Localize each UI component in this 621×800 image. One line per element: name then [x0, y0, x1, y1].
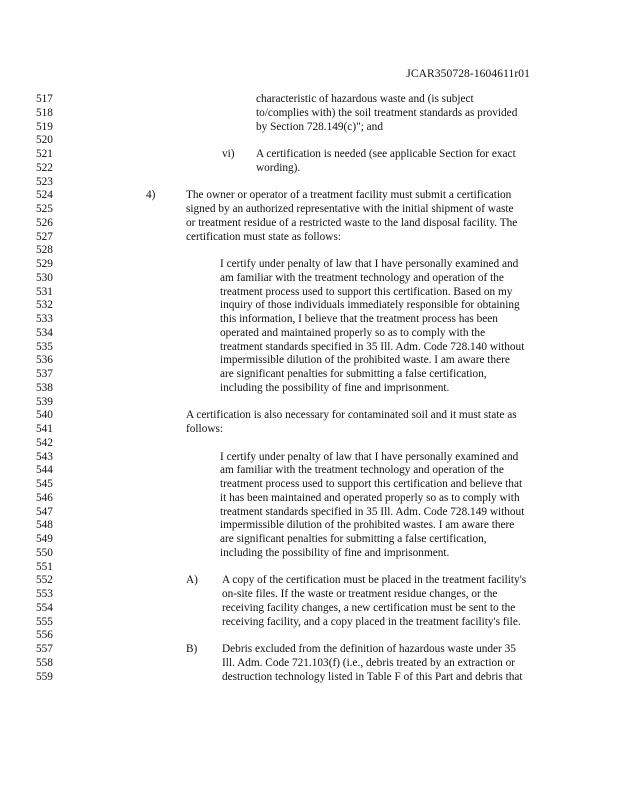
document-line [10, 285, 618, 299]
document-line [10, 477, 618, 491]
document-line [10, 381, 618, 395]
line-number: 557 [36, 643, 53, 655]
line-number: 550 [36, 546, 53, 559]
document-line [10, 450, 618, 464]
line-number: 528 [36, 244, 53, 257]
document-line [10, 395, 618, 409]
line-text: I certify under penalty of law that I have personally examined and [220, 258, 519, 270]
line-number: 521 [36, 148, 53, 160]
line-text: A copy of the certification must be placed in the treatment facility's [222, 574, 527, 587]
document-line [10, 518, 618, 532]
document-line [10, 298, 618, 312]
document-id-header: JCAR350728-1604611r01 [406, 68, 530, 80]
line-text: receiving facility, and a copy placed in the treatment facility's file. [222, 615, 521, 628]
line-text: certification must state as follows: [186, 230, 341, 243]
line-number: 554 [36, 601, 53, 614]
document-line [10, 92, 618, 106]
line-number: 543 [36, 450, 53, 463]
document-line [10, 106, 618, 120]
line-text: inquiry of those individuals immediately responsible for obtaining [220, 299, 520, 312]
line-number: 556 [36, 629, 53, 642]
line-text: am familiar with the treatment technology and operation of the [220, 271, 504, 284]
document-line [10, 422, 618, 436]
line-text: am familiar with the treatment technology and operation of the [220, 464, 504, 477]
document-line [10, 546, 618, 560]
line-text: by Section 728.149(c)"; and [256, 120, 383, 133]
line-number: 535 [36, 340, 53, 353]
line-text: impermissible dilution of the prohibited wastes. I am aware there [220, 519, 515, 532]
document-line [10, 436, 618, 450]
line-number: 548 [36, 519, 53, 532]
document-line [10, 628, 618, 642]
line-text: A certification is needed (see applicable Section for exact [256, 148, 516, 160]
line-text: wording). [256, 161, 301, 174]
line-text: Debris excluded from the definition of hazardous waste under 35 [222, 643, 516, 655]
document-line [10, 463, 618, 477]
line-number: 522 [36, 161, 53, 174]
line-number: 558 [36, 656, 53, 669]
line-number: 533 [36, 313, 53, 325]
line-text: treatment process used to support this certification. Based on my [220, 285, 513, 298]
line-number: 529 [36, 258, 53, 270]
document-line [10, 230, 618, 244]
line-number: 539 [36, 395, 53, 408]
line-text: including the possibility of fine and imprisonment. [220, 381, 450, 394]
document-line [10, 243, 618, 257]
document-line [10, 312, 618, 326]
line-text: characteristic of hazardous waste and (is subject [256, 93, 474, 105]
line-text: operated and maintained properly so as to comply with the [220, 326, 486, 339]
list-marker: 4) [146, 189, 156, 202]
document-line [10, 408, 618, 422]
line-text: A certification is also necessary for contaminated soil and it must state as [186, 409, 517, 422]
document-line [10, 573, 618, 587]
line-number: 538 [36, 381, 53, 394]
line-text: Ill. Adm. Code 721.103(f) (i.e., debris treated by an extraction or [222, 656, 516, 669]
document-line [10, 656, 618, 670]
line-text: are significant penalties for submitting a false certification, [220, 533, 487, 545]
document-line [10, 175, 618, 189]
line-number: 540 [36, 409, 53, 422]
document-line [10, 505, 618, 519]
document-line [10, 340, 618, 354]
list-marker: B) [186, 643, 198, 655]
document-line [10, 216, 618, 230]
line-number: 531 [36, 285, 53, 298]
document-line [10, 188, 618, 202]
line-number: 553 [36, 588, 53, 600]
line-number: 545 [36, 478, 53, 490]
list-marker: A) [186, 574, 198, 587]
line-number: 547 [36, 505, 53, 518]
document-line [10, 532, 618, 546]
line-number: 517 [36, 93, 53, 105]
document-line [10, 615, 618, 629]
line-text: The owner or operator of a treatment facility must submit a certification [186, 189, 512, 202]
document-line [10, 353, 618, 367]
document-line [10, 560, 618, 574]
line-number: 520 [36, 134, 53, 147]
line-text: treatment standards specified in 35 Ill. Adm. Code 728.149 without [220, 505, 525, 518]
line-text: including the possibility of fine and imprisonment. [220, 546, 450, 559]
document-line [10, 491, 618, 505]
line-text: are significant penalties for submitting a false certification, [220, 368, 487, 380]
line-text: or treatment residue of a restricted waste to the land disposal facility. The [186, 216, 518, 229]
line-number: 549 [36, 533, 53, 545]
line-text: impermissible dilution of the prohibited waste. I am aware there [220, 354, 510, 367]
line-text: this information, I believe that the treatment process has been [220, 313, 498, 325]
line-text: signed by an authorized representative with the initial shipment of waste [186, 203, 514, 215]
line-number: 536 [36, 354, 53, 367]
line-number: 524 [36, 189, 53, 202]
list-marker: vi) [222, 148, 235, 160]
line-text: follows: [186, 423, 224, 435]
line-text: receiving facility changes, a new certification must be sent to the [222, 601, 516, 614]
line-text: destruction technology listed in Table F of this Part and debris that [222, 670, 523, 683]
line-text: on-site files. If the waste or treatment residue changes, or the [222, 588, 498, 600]
line-text: treatment standards specified in 35 Ill. Adm. Code 728.140 without [220, 340, 525, 353]
line-number: 534 [36, 326, 53, 339]
line-number: 541 [36, 423, 53, 435]
document-line [10, 133, 618, 147]
line-number: 526 [36, 216, 53, 229]
line-number: 559 [36, 670, 53, 683]
document-line [10, 271, 618, 285]
line-number: 542 [36, 436, 53, 449]
document-line [10, 161, 618, 175]
document-line [10, 670, 618, 684]
document-line [10, 120, 618, 134]
line-number: 519 [36, 120, 53, 133]
document-line [10, 587, 618, 601]
document-line [10, 601, 618, 615]
document-line [10, 202, 618, 216]
line-number: 546 [36, 491, 53, 504]
line-number: 525 [36, 203, 53, 215]
document-line [10, 367, 618, 381]
line-number: 544 [36, 464, 53, 477]
line-number: 551 [36, 560, 53, 573]
document-line [10, 147, 618, 161]
line-text: it has been maintained and operated properly so as to comply with [220, 491, 520, 504]
document-line [10, 642, 618, 656]
line-number: 532 [36, 299, 53, 312]
document-line [10, 326, 618, 340]
line-number: 523 [36, 175, 53, 188]
document-line [10, 257, 618, 271]
line-text: treatment process used to support this certification and believe that [220, 478, 523, 490]
line-number: 552 [36, 574, 53, 587]
line-number: 530 [36, 271, 53, 284]
line-text: I certify under penalty of law that I have personally examined and [220, 450, 519, 463]
line-text: to/complies with) the soil treatment standards as provided [256, 106, 518, 119]
line-number: 537 [36, 368, 53, 380]
line-number: 555 [36, 615, 53, 628]
line-number: 527 [36, 230, 53, 243]
line-number: 518 [36, 106, 53, 119]
